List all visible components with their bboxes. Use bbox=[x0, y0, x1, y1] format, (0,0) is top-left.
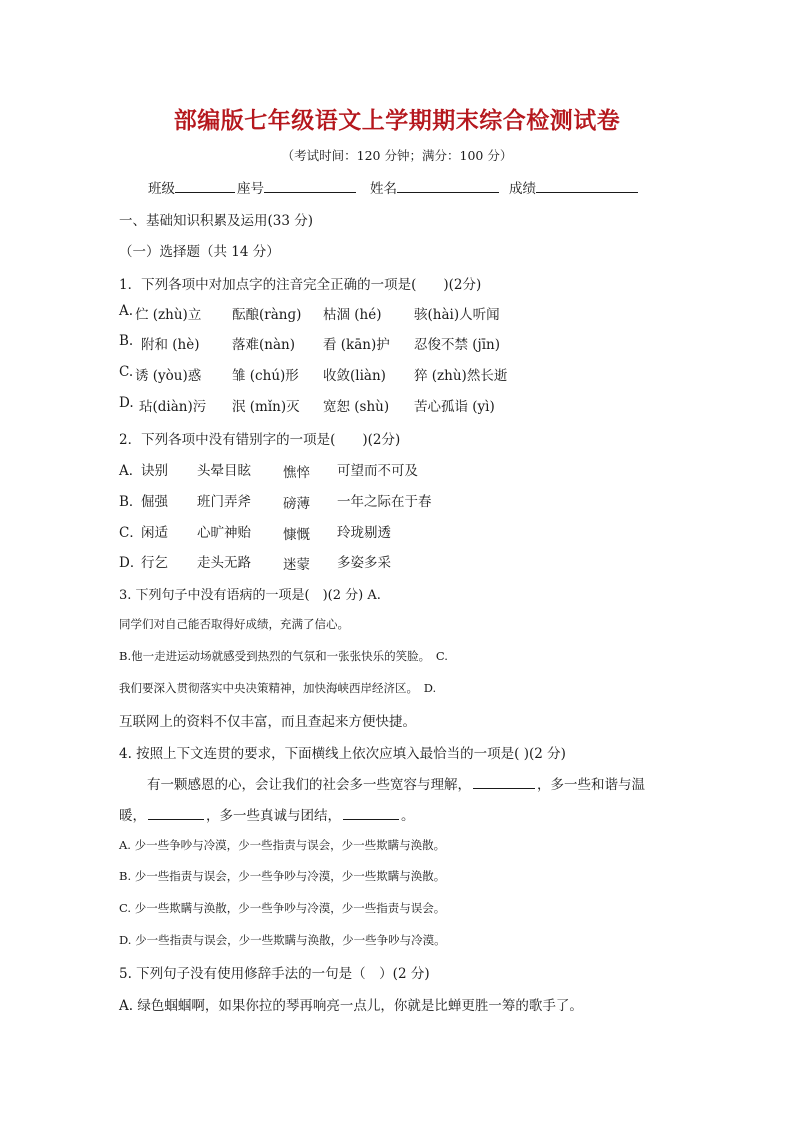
question-4-passage-line-2 bbox=[119, 804, 679, 824]
option-item: 忍俊不禁 (jīn) bbox=[414, 337, 501, 353]
option-item: 磅薄 bbox=[283, 496, 310, 512]
score-field[interactable] bbox=[536, 180, 638, 193]
option-item: 一年之际在于春 bbox=[337, 494, 432, 510]
option-letter: B. bbox=[119, 333, 134, 349]
option-letter: D． bbox=[119, 555, 144, 571]
option-letter: D. bbox=[119, 395, 134, 411]
option-item: 宽恕 (shù) bbox=[323, 399, 390, 415]
question-5-option-a: A. 绿色蝈蝈啊，如果你拉的琴再响亮一点儿，你就是比蝉更胜一筹的歌手了。 bbox=[119, 998, 583, 1014]
option-item: 多姿多采 bbox=[337, 555, 391, 571]
option-item: 落难(nàn) bbox=[232, 337, 295, 353]
question-4-stem: 4. 按照上下文连贯的要求，下面横线上依次应填入最恰当的一项是( )(2 分) bbox=[119, 746, 566, 762]
page-title: 部编版七年级语文上学期期末综合检测试卷 bbox=[173, 108, 621, 134]
option-item: 行乞 bbox=[141, 555, 168, 571]
question-3-option-d: 互联网上的资料不仅丰富，而且查起来方便快捷。 bbox=[119, 714, 416, 730]
question-3-option-b: B.他一走进运动场就感受到热烈的气氛和一张张快乐的笑脸。 C. bbox=[119, 649, 448, 663]
exam-time-info: （考试时间：120 分钟；满分：100 分） bbox=[281, 148, 513, 163]
option-item: 枯涸 (hé) bbox=[323, 307, 382, 323]
option-item: 闲适 bbox=[141, 525, 168, 541]
option-item: 收敛(liàn) bbox=[323, 368, 386, 384]
option-item: 猝 (zhù)然长逝 bbox=[414, 368, 508, 384]
option-item: 慷慨 bbox=[283, 527, 310, 543]
fill-blank-3[interactable] bbox=[343, 807, 399, 820]
option-letter: A. bbox=[119, 303, 134, 319]
option-item: 伫 (zhù)立 bbox=[135, 307, 202, 323]
option-item: 玷(diàn)污 bbox=[139, 399, 207, 415]
name-field[interactable] bbox=[397, 180, 499, 193]
question-4-option-a: A. 少一些争吵与冷漠，少一些指责与误会，少一些欺瞒与涣散。 bbox=[119, 838, 446, 852]
option-item: 迷蒙 bbox=[283, 557, 310, 573]
option-item: 憔悴 bbox=[283, 465, 310, 481]
option-item: 玲珑剔透 bbox=[337, 525, 391, 541]
seat-label: 座号 bbox=[237, 181, 264, 197]
option-item: 诱 (yòu)惑 bbox=[135, 368, 202, 384]
sub-section-heading: （一）选择题（共 14 分） bbox=[119, 244, 280, 260]
question-3-option-c: 我们要深入贯彻落实中央决策精神，加快海峡西岸经济区。 D. bbox=[119, 681, 437, 695]
option-item: 诀别 bbox=[141, 463, 168, 479]
student-info-line bbox=[148, 177, 640, 197]
option-item: 附和 (hè) bbox=[141, 337, 200, 353]
question-3-stem: 3. 下列句子中没有语病的一项是( )(2 分) A. bbox=[119, 588, 381, 603]
class-field[interactable] bbox=[175, 180, 235, 193]
score-label: 成绩 bbox=[509, 181, 536, 197]
option-item: 心旷神贻 bbox=[197, 525, 251, 541]
option-letter: A． bbox=[119, 463, 143, 479]
fill-blank-2[interactable] bbox=[148, 807, 204, 820]
seat-field[interactable] bbox=[264, 180, 356, 193]
passage-text: 暖， bbox=[119, 808, 146, 824]
option-item: 看 (kān)护 bbox=[323, 337, 390, 353]
option-item: 骇(hài)人听闻 bbox=[414, 307, 500, 323]
question-4-option-c: C. 少一些欺瞒与涣散，少一些争吵与冷漠，少一些指责与误会。 bbox=[119, 901, 446, 915]
question-2-stem: 2．下列各项中没有错别字的一项是( )(2分) bbox=[119, 432, 401, 448]
fill-blank-1[interactable] bbox=[473, 776, 535, 789]
option-item: 泯 (mǐn)灭 bbox=[232, 399, 300, 415]
option-item: 头晕目眩 bbox=[197, 463, 251, 479]
question-4-option-d: D. 少一些指责与误会，少一些欺瞒与涣散，少一些争吵与冷漠。 bbox=[119, 933, 446, 947]
question-5-stem: 5. 下列句子没有使用修辞手法的一句是（ ）(2 分) bbox=[119, 966, 430, 982]
option-item: 酝酿(rànɡ) bbox=[232, 307, 302, 323]
option-item: 可望而不可及 bbox=[337, 463, 418, 479]
passage-text: ，多一些和谐与温 bbox=[537, 777, 645, 793]
question-3-option-a: 同学们对自己能否取得好成绩，充满了信心。 bbox=[119, 617, 349, 631]
passage-text: 有一颗感恩的心，会让我们的社会多一些宽容与理解， bbox=[147, 777, 471, 793]
option-item: 倔强 bbox=[141, 494, 168, 510]
option-letter: C. bbox=[119, 364, 134, 380]
name-label: 姓名 bbox=[370, 181, 397, 197]
section-heading: 一、基础知识积累及运用(33 分) bbox=[119, 213, 314, 229]
class-label: 班级 bbox=[148, 181, 175, 197]
question-4-passage-line-1 bbox=[147, 773, 707, 793]
question-1-stem: 1．下列各项中对加点字的注音完全正确的一项是( )(2分) bbox=[119, 277, 482, 293]
passage-text: 。 bbox=[401, 808, 415, 824]
option-item: 走头无路 bbox=[197, 555, 251, 571]
option-item: 苦心孤诣 (yì) bbox=[414, 399, 495, 415]
passage-text: ，多一些真诚与团结， bbox=[206, 808, 341, 824]
option-item: 雏 (chú)形 bbox=[232, 368, 299, 384]
question-4-option-b: B. 少一些指责与误会，少一些争吵与冷漠，少一些欺瞒与涣散。 bbox=[119, 869, 446, 883]
option-letter: B． bbox=[119, 494, 143, 510]
option-letter: C． bbox=[119, 525, 143, 541]
option-item: 班门弄斧 bbox=[197, 494, 251, 510]
